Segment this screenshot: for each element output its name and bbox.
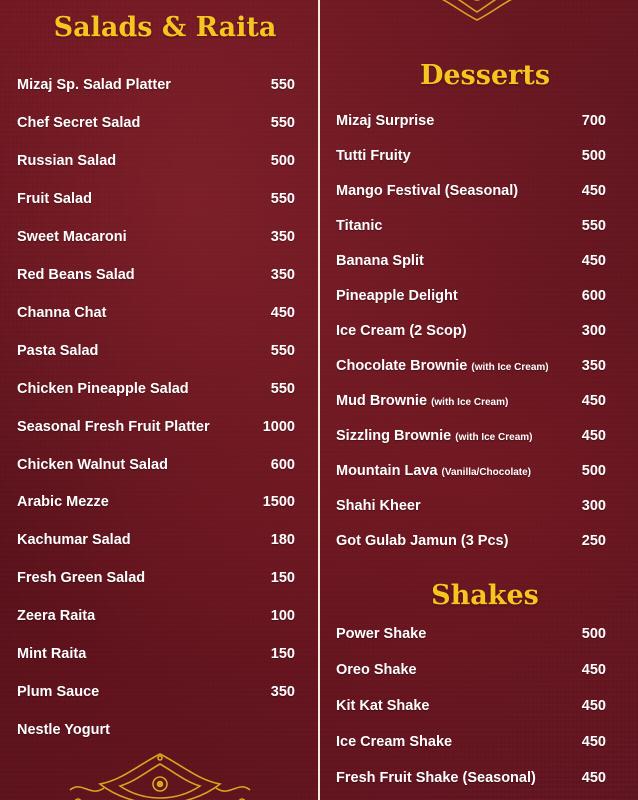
item-price: 350 <box>581 358 606 374</box>
item-label: Power Shake <box>336 626 427 642</box>
item-price: 450 <box>581 770 606 786</box>
salads-item <box>17 187 295 211</box>
salads-item <box>17 73 295 97</box>
shakes-heading: Shakes <box>431 580 539 611</box>
item-label: Ice Cream Shake <box>336 734 453 750</box>
item-name <box>336 428 532 444</box>
salads-item <box>17 604 295 628</box>
item-name <box>17 381 189 397</box>
item-price: 600 <box>581 288 606 304</box>
item-name <box>17 115 140 131</box>
item-name <box>336 734 452 750</box>
desserts-item <box>336 284 606 308</box>
item-name <box>336 463 531 479</box>
item-price: 550 <box>270 342 295 359</box>
item-price: 550 <box>581 218 606 234</box>
item-price: 600 <box>270 456 295 473</box>
item-name <box>17 646 86 662</box>
salads-item <box>17 263 295 287</box>
item-label: Got Gulab Jamun (3 Pcs) <box>336 533 509 549</box>
item-label: Mud Brownie <box>336 393 428 409</box>
item-price: 550 <box>270 77 295 93</box>
item-label: Mountain Lava <box>336 463 438 479</box>
item-note: (Vanilla/Chocolate) <box>441 467 532 478</box>
item-name <box>336 323 467 339</box>
item-price: 150 <box>270 646 295 663</box>
desserts-item <box>336 424 606 448</box>
shakes-item <box>336 730 606 754</box>
item-label: Mint Raita <box>17 646 87 663</box>
desserts-item <box>336 179 606 203</box>
item-name <box>336 113 434 129</box>
salads-item <box>17 377 295 401</box>
item-price: 300 <box>581 323 606 339</box>
shakes-item <box>336 694 606 718</box>
item-price: 500 <box>581 626 606 642</box>
item-note: (with Ice Cream) <box>471 362 549 373</box>
item-label: Nestle Yogurt <box>17 722 110 739</box>
item-price: 350 <box>270 684 295 701</box>
item-price: 450 <box>581 698 606 714</box>
salads-item <box>17 339 295 363</box>
item-name <box>336 533 508 549</box>
item-name <box>17 229 127 245</box>
item-label: Seasonal Fresh Fruit Platter <box>17 418 210 435</box>
salads-item <box>17 718 295 742</box>
item-label: Fresh Fruit Shake (Seasonal) <box>336 770 536 786</box>
salads-item <box>17 453 295 477</box>
item-label: Chocolate Brownie <box>336 358 468 374</box>
item-name <box>336 148 411 164</box>
item-label: Shahi Kheer <box>336 498 421 514</box>
desserts-item <box>336 109 606 133</box>
item-label: Pasta Salad <box>17 342 99 359</box>
item-label: Mizaj Sp. Salad Platter <box>17 77 171 93</box>
item-name <box>17 684 99 700</box>
item-label: Titanic <box>336 218 383 234</box>
item-label: Zeera Raita <box>17 608 96 625</box>
shakes-item <box>336 622 606 646</box>
item-price: 500 <box>581 148 606 164</box>
item-name <box>17 494 109 510</box>
salads-item <box>17 415 295 439</box>
item-name <box>336 662 417 678</box>
item-name <box>336 626 426 642</box>
item-price: 700 <box>581 113 606 129</box>
column-divider <box>318 0 320 800</box>
salads-item <box>17 680 295 704</box>
desserts-item <box>336 494 606 518</box>
item-name <box>336 253 424 269</box>
desserts-item <box>336 354 606 378</box>
item-label: Chef Secret Salad <box>17 114 141 131</box>
item-label: Pineapple Delight <box>336 288 458 304</box>
item-name <box>17 191 92 207</box>
salads-item <box>17 111 295 135</box>
mandala-ornament-top-icon <box>402 0 552 22</box>
item-label: Plum Sauce <box>17 684 100 701</box>
item-label: Kit Kat Shake <box>336 698 430 714</box>
item-price: 450 <box>581 428 606 444</box>
item-label: Channa Chat <box>17 304 107 321</box>
item-name <box>17 608 95 624</box>
salads-item <box>17 149 295 173</box>
item-name <box>17 153 116 169</box>
item-price: 450 <box>581 183 606 199</box>
item-name <box>336 183 518 199</box>
item-label: Mango Festival (Seasonal) <box>336 183 519 199</box>
item-label: Red Beans Salad <box>17 266 135 283</box>
desserts-item <box>336 214 606 238</box>
item-label: Sizzling Brownie <box>336 428 452 444</box>
item-label: Banana Split <box>336 253 424 269</box>
salads-item <box>17 528 295 552</box>
item-price: 550 <box>270 114 295 131</box>
desserts-item <box>336 529 606 553</box>
desserts-item <box>336 389 606 413</box>
item-label: Chicken Walnut Salad <box>17 456 168 473</box>
item-price: 250 <box>581 533 606 549</box>
item-name <box>17 343 98 359</box>
item-price: 550 <box>270 380 295 397</box>
item-label: Fresh Green Salad <box>17 570 146 587</box>
item-price: 450 <box>270 304 295 321</box>
item-label: Mizaj Surprise <box>336 113 435 129</box>
salads-item <box>17 301 295 325</box>
item-label: Tutti Fruity <box>336 148 411 164</box>
item-name <box>17 570 145 586</box>
item-price: 300 <box>581 498 606 514</box>
item-price: 350 <box>270 228 295 245</box>
item-price: 350 <box>270 266 295 283</box>
item-name <box>17 532 131 548</box>
item-note: (with Ice Cream) <box>455 432 533 443</box>
desserts-item <box>336 459 606 483</box>
item-name <box>336 498 421 514</box>
item-name <box>17 457 168 473</box>
item-price: 1000 <box>262 418 295 435</box>
item-price: 450 <box>581 662 606 678</box>
shakes-item <box>336 658 606 682</box>
item-label: Sweet Macaroni <box>17 228 127 245</box>
salads-item <box>17 225 295 249</box>
item-price: 180 <box>270 532 295 549</box>
desserts-item <box>336 144 606 168</box>
item-label: Chicken Pineapple Salad <box>17 380 189 397</box>
item-name <box>17 419 210 435</box>
salads-item <box>17 566 295 590</box>
item-price: 150 <box>270 570 295 587</box>
desserts-item <box>336 319 606 343</box>
item-name <box>336 358 549 374</box>
item-name <box>336 288 458 304</box>
item-price: 1500 <box>262 494 295 511</box>
item-label: Russian Salad <box>17 152 117 169</box>
item-label: Oreo Shake <box>336 662 417 678</box>
item-label: Arabic Mezze <box>17 494 109 511</box>
mandala-ornament-bottom-icon <box>60 750 260 800</box>
item-name <box>17 305 106 321</box>
salads-item <box>17 490 295 514</box>
item-price: 100 <box>270 608 295 625</box>
item-label: Ice Cream (2 Scop) <box>336 323 467 339</box>
desserts-heading: Desserts <box>419 60 551 91</box>
desserts-item <box>336 249 606 273</box>
item-price: 500 <box>581 463 606 479</box>
item-name <box>336 698 429 714</box>
item-name <box>17 722 110 738</box>
item-price: 500 <box>270 152 295 169</box>
item-label: Fruit Salad <box>17 190 92 207</box>
item-name <box>17 77 171 93</box>
item-price: 450 <box>581 734 606 750</box>
salads-heading: Salads & Raita <box>53 12 277 43</box>
item-price: 550 <box>270 190 295 207</box>
item-price: 450 <box>581 393 606 409</box>
item-label: Kachumar Salad <box>17 532 131 549</box>
salads-item <box>17 642 295 666</box>
item-name <box>336 770 536 786</box>
item-name <box>336 393 508 409</box>
item-name <box>17 267 135 283</box>
item-name <box>336 218 382 234</box>
item-note: (with Ice Cream) <box>431 397 509 408</box>
item-price: 450 <box>581 253 606 269</box>
shakes-item <box>336 766 606 790</box>
